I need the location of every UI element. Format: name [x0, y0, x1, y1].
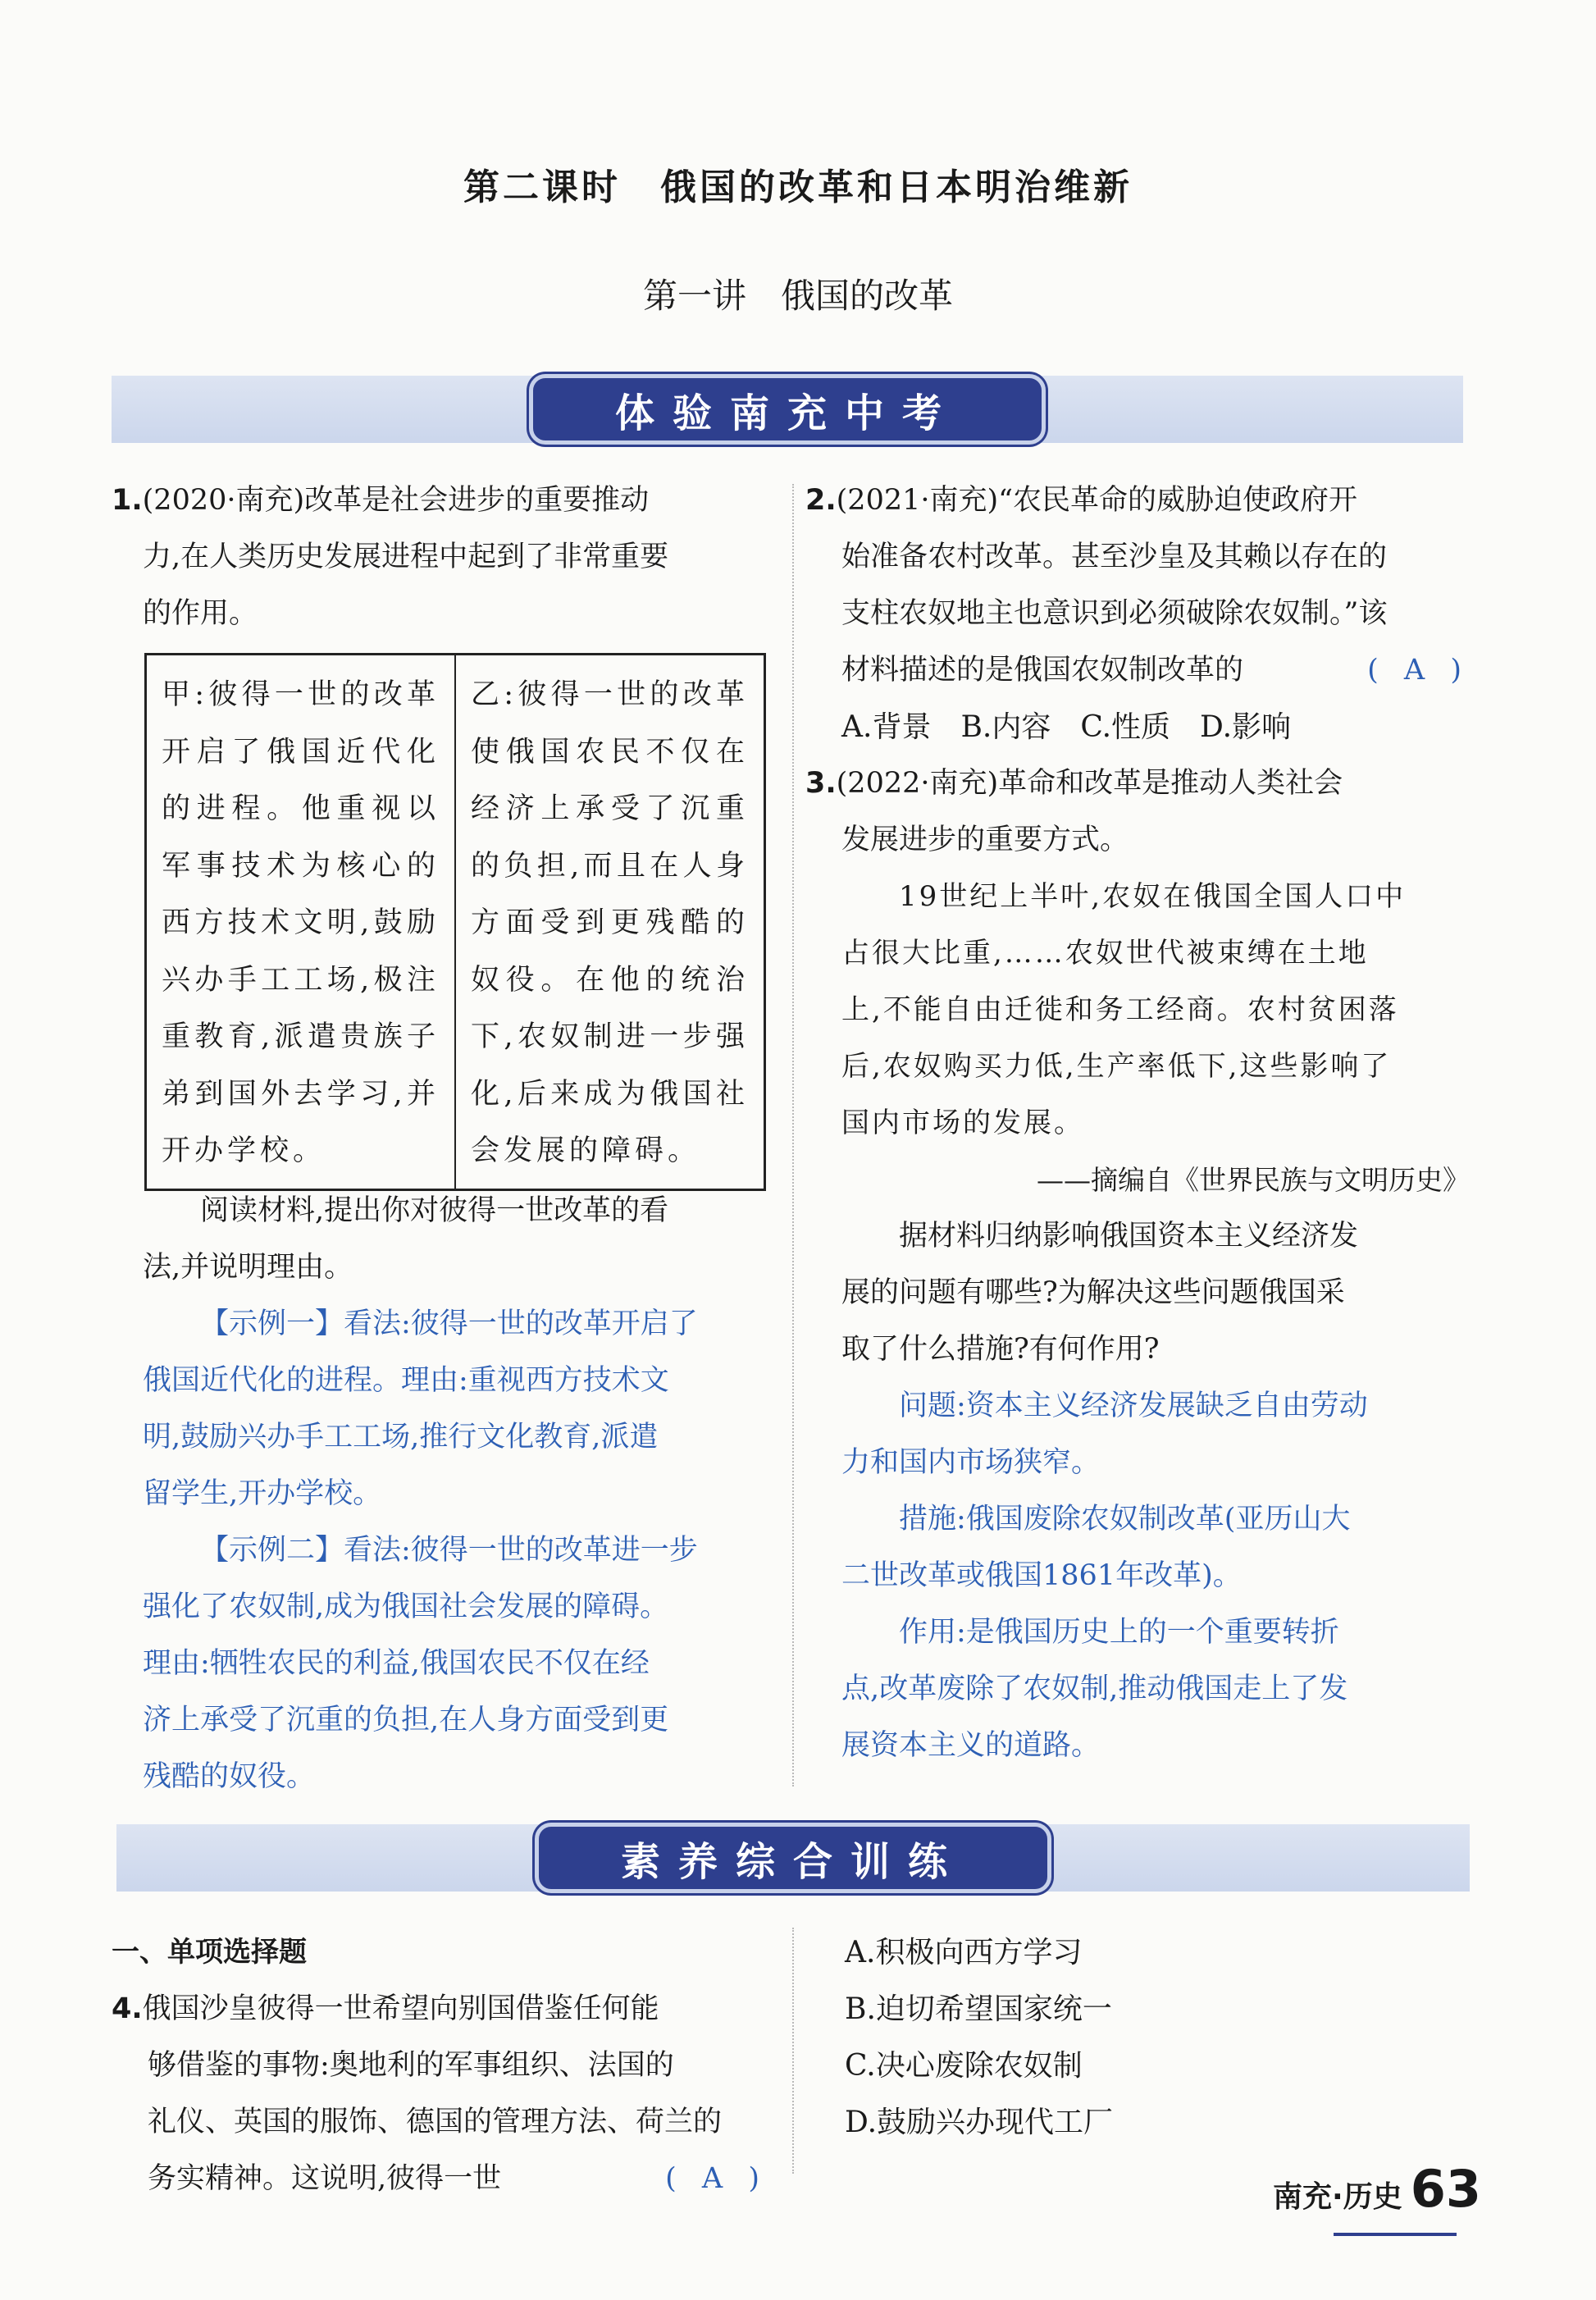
answer-line: 作用:是俄国历史上的一个重要转折	[899, 1616, 1339, 1649]
q2-line: 支柱农奴地主也意识到必须破除农奴制。”该	[841, 597, 1388, 630]
material-table	[144, 653, 766, 1191]
answer-line: 点,改革废除了农奴制,推动俄国走上了发	[841, 1673, 1348, 1705]
option-c: C.决心废除农奴制	[845, 2049, 1083, 2083]
answer-line: 理由:牺牲农民的利益,俄国农民不仅在经	[143, 1647, 650, 1680]
q3-line: 发展进步的重要方式。	[841, 824, 1129, 856]
q4-line: 俄国沙皇彼得一世希望向别国借鉴任何能	[142, 1992, 659, 2025]
answer-bracket: ( A )	[1367, 654, 1470, 687]
question-number: 1.	[112, 484, 143, 517]
training-banner	[116, 1824, 1470, 1892]
column-divider	[792, 484, 794, 1787]
option-d: D.鼓励兴办现代工厂	[845, 2106, 1114, 2139]
material-source: ——摘编自《世界民族与文明历史》	[1037, 1164, 1470, 1196]
answer-line: 展资本主义的道路。	[841, 1729, 1101, 1762]
answer-line: 力和国内市场狭窄。	[841, 1446, 1101, 1479]
lesson-title: 第二课时 俄国的改革和日本明治维新	[463, 167, 1133, 208]
material-yi: 乙:彼得一世的改革使俄国农民不仅在经济上承受了沉重的负担,而且在人身方面受到更残酷的奴役。在他的统治下,农奴制进一步强化,后来成为俄国社会发展的障碍。	[455, 655, 765, 1190]
q1-answer-block	[143, 1183, 774, 1805]
option-a: A.积极向西方学习	[845, 1936, 1083, 1969]
answer-line: 明,鼓励兴办手工工场,推行文化教育,派遣	[143, 1421, 659, 1453]
column-divider	[792, 1928, 794, 2174]
lecture-title: 第一讲 俄国的改革	[642, 276, 953, 316]
material-line: 19世纪上半叶,农奴在俄国全国人口中	[899, 880, 1407, 913]
footer-label: 南充·历史	[1273, 2180, 1402, 2214]
q4-options	[845, 1924, 1468, 2151]
page-footer	[1273, 2159, 1481, 2219]
page-number: 63	[1410, 2159, 1481, 2219]
q3-ask-line: 展的问题有哪些?为解决这些问题俄国采	[841, 1276, 1345, 1309]
option-b: B.迫切希望国家统一	[845, 1992, 1112, 2026]
question-number: 4.	[112, 1992, 143, 2025]
question-number: 3.	[805, 767, 837, 800]
answer-line: 俄国近代化的进程。理由:重视西方技术文	[143, 1364, 669, 1397]
q1-stem-line: 的作用。	[143, 597, 258, 630]
question-1	[112, 472, 768, 642]
answer-bracket: ( A )	[665, 2162, 768, 2195]
question-4	[112, 1924, 768, 2207]
q3-ask-line: 取了什么措施?有何作用?	[841, 1333, 1160, 1366]
q3-material	[805, 869, 1470, 1774]
q2-line: 始准备农村改革。甚至沙皇及其赖以存在的	[841, 541, 1388, 573]
material-line: 后,农奴购买力低,生产率低下,这些影响了	[841, 1050, 1392, 1083]
exam-banner	[112, 376, 1463, 443]
answer-line: 济上承受了沉重的负担,在人身方面受到更	[143, 1704, 669, 1736]
q1-ask-line: 阅读材料,提出你对彼得一世改革的看	[200, 1194, 669, 1227]
answer-line: 问题:资本主义经济发展缺乏自由劳动	[899, 1390, 1368, 1422]
exam-banner-label: 体验南充中考	[529, 374, 1046, 445]
q3-ask-line: 据材料归纳影响俄国资本主义经济发	[899, 1220, 1359, 1253]
q4-line: 够借鉴的事物:奥地利的军事组织、法国的	[148, 2049, 674, 2082]
question-3	[805, 755, 1470, 1774]
question-2	[805, 472, 1470, 755]
q1-stem-line: 力,在人类历史发展进程中起到了非常重要	[143, 541, 669, 573]
material-line: 国内市场的发展。	[841, 1107, 1084, 1139]
q1-ask-line: 法,并说明理由。	[143, 1251, 353, 1284]
q2-line: (2021·南充)“农民革命的威胁迫使政府开	[836, 484, 1358, 517]
section-heading: 一、单项选择题	[112, 1936, 307, 1969]
q4-line: 务实精神。这说明,彼得一世	[148, 2162, 502, 2195]
q3-line: (2022·南充)革命和改革是推动人类社会	[836, 767, 1343, 800]
answer-line: 【示例二】看法:彼得一世的改革进一步	[200, 1534, 698, 1567]
q4-line: 礼仪、英国的服饰、德国的管理方法、荷兰的	[148, 2106, 723, 2138]
question-number: 2.	[805, 484, 837, 517]
training-banner-label: 素养综合训练	[535, 1823, 1051, 1893]
material-line: 上,不能自由迁徙和务工经商。农村贫困落	[841, 993, 1399, 1026]
q2-line: 材料描述的是俄国农奴制改革的	[841, 654, 1244, 687]
answer-line: 强化了农奴制,成为俄国社会发展的障碍。	[143, 1590, 669, 1623]
answer-line: 留学生,开办学校。	[143, 1477, 382, 1510]
footer-underline	[1334, 2233, 1457, 2236]
q2-options: A.背景 B.内容 C.性质 D.影响	[841, 710, 1292, 744]
answer-line: 【示例一】看法:彼得一世的改革开启了	[200, 1307, 698, 1340]
answer-line: 残酷的奴役。	[143, 1760, 316, 1793]
answer-line: 二世改革或俄国1861年改革)。	[841, 1559, 1242, 1592]
q1-stem-line: (2020·南充)改革是社会进步的重要推动	[142, 484, 650, 517]
material-line: 占很大比重,……农奴世代被束缚在土地	[841, 937, 1369, 970]
material-jia: 甲:彼得一世的改革开启了俄国近代化的进程。他重视以军事技术为核心的西方技术文明,鼓励兴办手工工场,极注重教育,派遣贵族子弟到国外去学习,并开办学校。	[162, 678, 440, 1167]
answer-line: 措施:俄国废除农奴制改革(亚历山大	[899, 1503, 1351, 1536]
